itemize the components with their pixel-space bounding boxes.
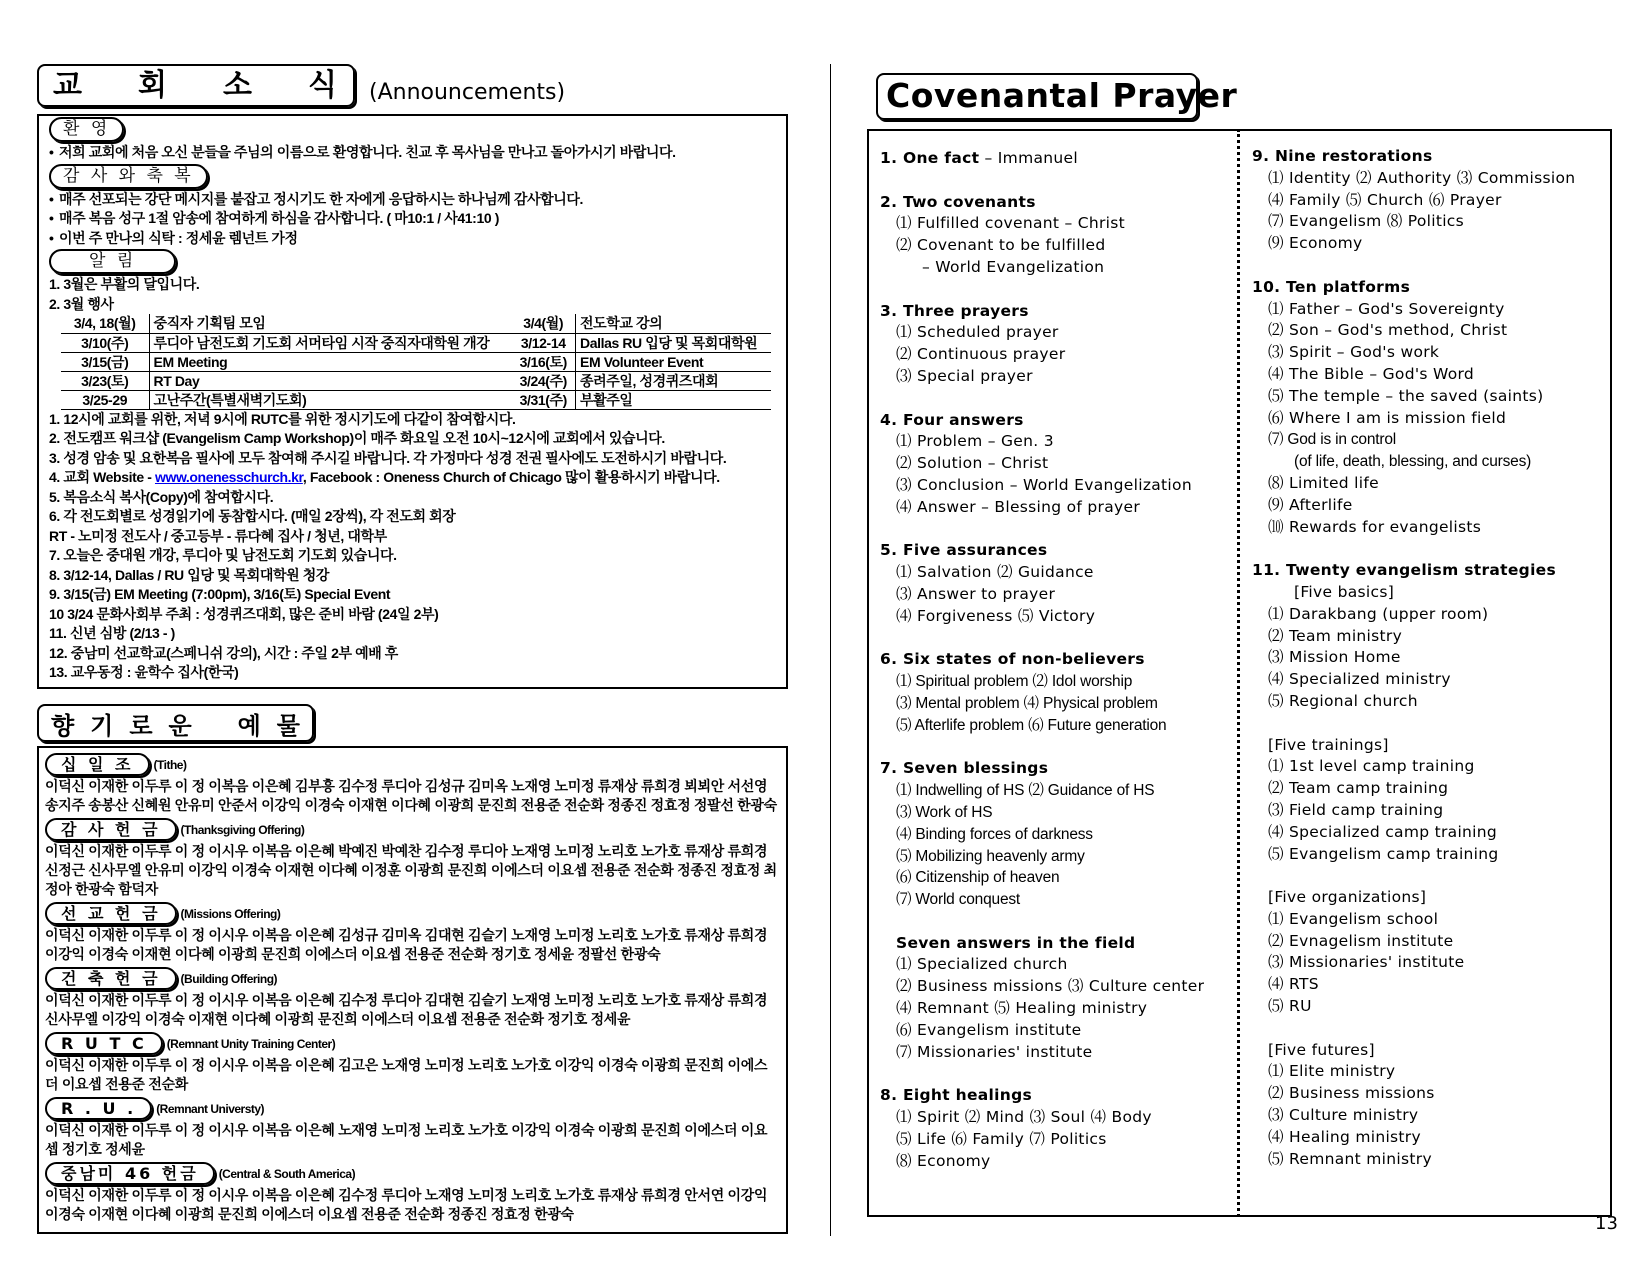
- prayer-item: ⑵ Team camp training: [1268, 779, 1449, 798]
- prayer-column-left: [880, 148, 1204, 1172]
- offering-subtitle: (Tithe): [153, 757, 187, 772]
- notice-item: 6. 각 전도회별로 성경읽기에 동참합시다. (매일 2장씩), 각 전도회 회장: [49, 508, 456, 524]
- spacer: [880, 737, 1204, 759]
- offering-label: 중남미 46 헌금: [45, 1162, 215, 1185]
- welcome-line: • 저희 교회에 처음 오신 분들을 주님의 이름으로 환영합니다. 친교 후 목사님을 만나고 돌아가시기 바랍니다.: [49, 144, 676, 160]
- notice-item: 9. 3/15(금) EM Meeting (7:00pm), 3/16(토) Special Event: [49, 586, 391, 602]
- prayer-item: ⑸ Life ⑹ Family ⑺ Politics: [896, 1129, 1107, 1148]
- event-name: 루디아 남전도회 기도회 서머타임 시작 중직자대학원 개강: [149, 333, 512, 352]
- offering-subtitle: (Central & South America): [218, 1166, 356, 1181]
- title-char: 소: [223, 68, 254, 103]
- event-row: [61, 314, 771, 333]
- offering-header: [45, 966, 786, 991]
- prayer-item: ⑵ Covenant to be fulfilled: [896, 236, 1106, 255]
- spacer: [880, 911, 1204, 933]
- offerings-title-char: 향: [51, 711, 75, 740]
- prayer-item: ⑴ Father – God's Sovereignty: [1268, 299, 1505, 318]
- prayer-item: ⑴ Fulfilled covenant – Christ: [896, 214, 1126, 233]
- offering-header: [45, 1031, 786, 1056]
- event-date: 3/31(주): [512, 390, 576, 409]
- prayer-heading: 7. Seven blessings: [880, 759, 1049, 778]
- prayer-item: (of life, death, blessing, and curses): [1294, 453, 1532, 471]
- website-link[interactable]: www.onenesschurch.kr: [154, 469, 303, 485]
- offering-header: [45, 1161, 786, 1186]
- notice-label: 알 림: [49, 249, 176, 274]
- column-separator: [1237, 129, 1240, 1217]
- notice-item: 8. 3/12-14, Dallas / RU 입당 및 목회대학원 청강: [49, 566, 329, 583]
- notice-item: 3. 성경 암송 및 요한복음 필사에 모두 참여해 주시길 바랍니다. 각 가정마다 성경 전권 필사에도 도전하시기 바랍니다.: [49, 449, 727, 466]
- offering-label: 십 일 조: [45, 753, 150, 776]
- event-date: 3/4, 18(월): [61, 314, 149, 333]
- title-char: 회: [138, 68, 169, 103]
- offering-subtitle: (Missions Offering): [180, 906, 281, 921]
- page-number: 13: [1595, 1213, 1618, 1234]
- prayer-item: ⑷ Healing ministry: [1268, 1127, 1421, 1146]
- prayer-item: ⑶ Spirit – God's work: [1268, 343, 1440, 362]
- offering-names: 이덕신 이재한 이두루 이 정 이시우 이복음 이은혜 김성규 김미옥 김대현 김슬기 노재영 노미정 노리호 노가호 류재상 류희경 이강익 이경숙 이재현 이다혜 이광희 문진희 이에스더 이요셉 전용준 전순화 정기호 정세윤 정팔선 한광숙: [45, 927, 768, 962]
- offerings-title-box: [37, 704, 314, 742]
- prayer-item: – World Evangelization: [922, 257, 1105, 276]
- offering-header: [45, 752, 786, 777]
- announcements-subtitle: (Announcements): [369, 80, 566, 105]
- thanks-line: • 매주 선포되는 강단 메시지를 붙잡고 정시기도 한 자에게 응답하시는 하나님께 감사합니다.: [49, 190, 583, 207]
- spacer: [1252, 255, 1575, 277]
- prayer-item: ⑷ Answer – Blessing of prayer: [896, 497, 1141, 516]
- prayer-item: ⑺ Missionaries' institute: [896, 1042, 1093, 1061]
- prayer-item: ⑷ Forgiveness ⑸ Victory: [896, 606, 1096, 625]
- event-row: [61, 352, 771, 371]
- event-name: EM Meeting: [149, 352, 512, 371]
- event-date: 3/23(토): [61, 371, 149, 390]
- notice-item: 7. 오늘은 중대원 개강, 루디아 및 남전도회 기도회 있습니다.: [49, 547, 397, 563]
- prayer-item: ⑶ Special prayer: [896, 366, 1033, 385]
- welcome-label: 환 영: [49, 117, 124, 142]
- offering-names: 이덕신 이재한 이두루 이 정 이시우 이복음 이은혜 박예진 박예찬 김수정 루디아 노재영 노미정 노리호 노가호 류재상 류희경 신정근 신사무엘 안유미 이강익 이경숙 이재현 이다혜 이정훈 이광희 문진희 이에스더 이요셉 전용준 전순화 정종진 정효정 최정아 한광숙 함덕자: [45, 843, 777, 897]
- notice-item: 2. 전도캠프 워크샵 (Evangelism Camp Workshop)이 매주 화요일 오전 10시~12시에 교회에서 있습니다.: [49, 430, 665, 446]
- offerings-title-char: 운: [168, 711, 192, 740]
- prayer-item: ⑴ Scheduled prayer: [896, 323, 1059, 342]
- prayer-item: [Five trainings]: [1268, 735, 1389, 754]
- notice-item: 11. 신년 심방 (2/13 - ): [49, 625, 175, 641]
- offering-label: 감 사 헌 금: [45, 818, 177, 841]
- event-name: 중직자 기획팀 모임: [149, 314, 512, 333]
- spacer: [880, 388, 1204, 410]
- offerings-title-char: 로: [129, 711, 153, 740]
- event-name: 전도학교 강의: [576, 314, 772, 333]
- prayer-item: ⑴ Darakbang (upper room): [1268, 604, 1489, 623]
- prayer-item: ⑵ Continuous prayer: [896, 345, 1066, 364]
- title-char: 교: [53, 68, 84, 103]
- page-divider: [830, 64, 831, 1236]
- prayer-item: [Five basics]: [1294, 582, 1395, 601]
- offering-names: 이덕신 이재한 이두루 이 정 이시우 이복음 이은혜 노재영 노미정 노리호 노가호 이강익 이경숙 이광희 문진희 이에스더 이요셉 정기호 정세윤: [45, 1122, 768, 1157]
- event-row: [61, 371, 771, 390]
- prayer-heading: 2. Two covenants: [880, 192, 1036, 211]
- offering-header: [45, 901, 786, 926]
- prayer-item: ⑵ Solution – Christ: [896, 454, 1049, 473]
- notice-item: 5. 복음소식 복사(Copy)에 참여합시다.: [49, 488, 274, 505]
- prayer-item: ⑴ Spiritual problem ⑵ Idol worship: [896, 673, 1133, 691]
- prayer-item: ⑸ Mobilizing heavenly army: [896, 847, 1085, 865]
- event-name: Dallas RU 입당 및 목회대학원: [576, 333, 772, 352]
- prayer-item: ⑵ Evnagelism institute: [1268, 931, 1454, 950]
- prayer-item: ⑷ Specialized camp training: [1268, 822, 1498, 841]
- prayer-item: ⑴ Identity ⑵ Authority ⑶ Commission: [1268, 168, 1576, 187]
- prayer-item: ⑽ Rewards for evangelists: [1268, 517, 1482, 536]
- offering-label: R U T C: [45, 1032, 163, 1055]
- prayer-heading: 9. Nine restorations: [1252, 147, 1433, 165]
- prayer-item: ⑵ Business missions: [1268, 1084, 1435, 1103]
- prayer-item: ⑸ Remnant ministry: [1268, 1149, 1432, 1168]
- offerings-title-char: 기: [90, 711, 114, 740]
- prayer-heading: 10. Ten platforms: [1252, 277, 1411, 296]
- prayer-heading: 8. Eight healings: [880, 1086, 1032, 1105]
- spacer: [1252, 538, 1575, 560]
- prayer-item: ⑵ Business missions ⑶ Culture center: [896, 977, 1205, 996]
- prayer-item: ⑷ Remnant ⑸ Healing ministry: [896, 999, 1148, 1018]
- thanks-line: • 이번 주 만나의 식탁 : 정세윤 렘넌트 가정: [49, 229, 298, 246]
- events-table: [61, 314, 771, 410]
- prayer-item: ⑸ Afterlife problem ⑹ Future generation: [896, 716, 1167, 734]
- prayer-item: ⑶ Mental problem ⑷ Physical problem: [896, 694, 1158, 712]
- prayer-item: ⑵ Son – God's method, Christ: [1268, 321, 1508, 340]
- prayer-item: ⑶ Conclusion – World Evangelization: [896, 475, 1192, 494]
- prayer-item: ⑻ Economy: [896, 1151, 991, 1170]
- offering-header: [45, 817, 786, 842]
- prayer-item: ⑷ The Bible – God's Word: [1268, 364, 1475, 383]
- notice-item: 13. 교우동정 : 윤학수 집사(한국): [49, 664, 239, 680]
- spacer: [880, 279, 1204, 301]
- prayer-item: ⑵ Team ministry: [1268, 626, 1403, 645]
- offering-names: 이덕신 이재한 이두루 이 정 이시우 이복음 이은혜 김수정 루디아 김대현 김슬기 노재영 노미정 노리호 노가호 류재상 류희경 신사무엘 이강익 이경숙 이재현 이다혜 이광희 문진희 이에스더 이요셉 전용준 전순화 정기호 정세윤: [45, 992, 768, 1027]
- prayer-item: ⑼ Afterlife: [1268, 495, 1353, 514]
- notice-intro: 1. 3월은 부활의 달입니다.: [49, 276, 200, 292]
- event-name: EM Volunteer Event: [576, 352, 772, 371]
- prayer-item: ⑶ Answer to prayer: [896, 584, 1056, 603]
- prayer-item: ⑻ Limited life: [1268, 473, 1379, 492]
- prayer-item: ⑷ Specialized ministry: [1268, 670, 1451, 689]
- notice-item: RT - 노미정 전도사 / 중고등부 - 류다혜 집사 / 청년, 대학부: [49, 527, 387, 544]
- event-date: 3/12-14: [512, 333, 576, 352]
- prayer-item: [Five organizations]: [1268, 888, 1427, 907]
- prayer-heading: 1. One fact – Immanuel: [880, 149, 1078, 167]
- event-name: 부활주일: [576, 390, 772, 409]
- announcements-panel: [37, 114, 788, 689]
- prayer-item: ⑺ Evangelism ⑻ Politics: [1268, 212, 1465, 231]
- event-date: 3/4(월): [512, 314, 576, 333]
- prayer-item: ⑶ Mission Home: [1268, 648, 1401, 667]
- notice-item: 10 3/24 문화사회부 주최 : 성경퀴즈대회, 많은 준비 바람 (24일 2부): [49, 605, 439, 622]
- prayer-heading: 6. Six states of non-believers: [880, 650, 1145, 669]
- offering-subtitle: (Thanksgiving Offering): [180, 822, 305, 837]
- prayer-item: ⑹ Citizenship of heaven: [896, 869, 1060, 887]
- spacer: [880, 170, 1204, 192]
- spacer: [1252, 865, 1575, 887]
- prayer-item: ⑷ RTS: [1268, 975, 1319, 994]
- prayer-item: ⑷ Binding forces of darkness: [896, 825, 1093, 843]
- prayer-item: ⑴ Indwelling of HS ⑵ Guidance of HS: [896, 782, 1155, 800]
- prayer-item: ⑺ World conquest: [896, 891, 1021, 909]
- prayer-column-right: [1252, 146, 1575, 1170]
- prayer-item: ⑸ The temple – the saved (saints): [1268, 386, 1544, 405]
- offering-header: [45, 1096, 786, 1121]
- offerings-panel: [37, 746, 788, 1234]
- title-char: 식: [308, 68, 339, 103]
- offering-names: 이덕신 이재한 이두루 이 정 이복음 이은혜 김부흥 김수정 루디아 김성규 김미옥 노재영 노미정 류재상 류희경 뵈뵈안 서선영 송지주 송봉산 신혜원 안유미 안준서 이강익 이경숙 이재현 이다혜 이광희 문진희 전용준 전순화 정종진 정효정 정팔선 한광숙: [45, 778, 777, 813]
- event-name: 고난주간(특별새벽기도회): [149, 390, 512, 409]
- offering-names: 이덕신 이재한 이두루 이 정 이시우 이복음 이은혜 김수정 루디아 노재영 노미정 노리호 노가호 류재상 류희경 안서연 이강익 이경숙 이재현 이다혜 이광희 문진희 이에스더 이요셉 전용준 전순화 정종진 정효정 한광숙: [45, 1187, 768, 1222]
- notice-item: 1. 12시에 교회를 위한, 저녁 9시에 RUTC를 위한 정시기도에 다같이 참여합시다.: [49, 410, 516, 427]
- offering-label: 선 교 헌 금: [45, 902, 177, 925]
- prayer-heading: Seven answers in the field: [896, 933, 1136, 952]
- prayer-heading: 5. Five assurances: [880, 541, 1048, 560]
- offering-subtitle: (Remnant Unity Training Center): [166, 1036, 336, 1051]
- prayer-item: ⑺ God is in control: [1268, 431, 1397, 449]
- prayer-heading: 3. Three prayers: [880, 301, 1029, 320]
- spacer: [880, 519, 1204, 541]
- prayer-item: ⑼ Economy: [1268, 234, 1363, 253]
- offering-subtitle: (Remnant Universty): [156, 1101, 265, 1116]
- prayer-item: [Five futures]: [1268, 1040, 1375, 1059]
- prayer-item: ⑷ Family ⑸ Church ⑹ Prayer: [1268, 190, 1502, 209]
- spacer: [880, 1063, 1204, 1085]
- prayer-heading: 11. Twenty evangelism strategies: [1252, 561, 1557, 580]
- notice-item: 12. 중남미 선교학교(스페니쉬 강의), 시간 : 주일 2부 예배 후: [49, 644, 398, 661]
- offering-names: 이덕신 이재한 이두루 이 정 이시우 이복음 이은혜 김고은 노재영 노미정 노리호 노가호 이강익 이경숙 이광희 문진희 이에스더 이요셉 전용준 전순화: [45, 1057, 768, 1092]
- prayer-item: ⑴ Evangelism school: [1268, 909, 1439, 928]
- prayer-item: ⑶ Work of HS: [896, 803, 993, 821]
- notice-intro: 2. 3월 행사: [49, 295, 114, 312]
- event-date: 3/24(주): [512, 371, 576, 390]
- prayer-item: ⑹ Evangelism institute: [896, 1020, 1082, 1039]
- prayer-item: ⑶ Missionaries' institute: [1268, 953, 1465, 972]
- prayer-item: ⑴ Salvation ⑵ Guidance: [896, 563, 1094, 582]
- prayer-item: ⑹ Where I am is mission field: [1268, 408, 1507, 427]
- prayer-item: ⑴ Problem – Gen. 3: [896, 432, 1054, 451]
- thanks-line: • 매주 복음 성구 1절 암송에 참여하게 하심을 감사합니다. ( 마10:1 / 사41:10 ): [49, 210, 499, 226]
- thanks-label: 감 사 와 축 복: [49, 164, 208, 189]
- offering-subtitle: (Building Offering): [180, 971, 278, 986]
- prayer-item: ⑴ Spirit ⑵ Mind ⑶ Soul ⑷ Body: [896, 1108, 1152, 1127]
- event-date: 3/10(주): [61, 333, 149, 352]
- prayer-item: ⑸ Regional church: [1268, 691, 1418, 710]
- prayer-item: ⑶ Field camp training: [1268, 800, 1444, 819]
- offering-label: 건 축 헌 금: [45, 967, 177, 990]
- event-date: 3/25-29: [61, 390, 149, 409]
- prayer-item: ⑴ Specialized church: [896, 955, 1068, 974]
- spacer: [880, 628, 1204, 650]
- website-item: 4. 교회 Website - www.onenesschurch.kr, Facebook : Oneness Church of Chicago 많이 활용하시기 바랍니다.: [49, 469, 720, 485]
- event-name: RT Day: [149, 371, 512, 390]
- offerings-title-char: 물: [276, 711, 300, 740]
- event-date: 3/16(토): [512, 352, 576, 371]
- spacer: [1252, 1018, 1575, 1040]
- prayer-item: ⑶ Culture ministry: [1268, 1106, 1419, 1125]
- prayer-item: ⑸ RU: [1268, 997, 1312, 1016]
- offerings-title-char: 예: [237, 711, 261, 740]
- prayer-item: ⑴ Elite ministry: [1268, 1062, 1396, 1081]
- prayer-heading: 4. Four answers: [880, 410, 1024, 429]
- event-row: [61, 390, 771, 409]
- prayer-item: ⑴ 1st level camp training: [1268, 757, 1475, 776]
- event-row: [61, 333, 771, 352]
- prayer-item: ⑸ Evangelism camp training: [1268, 844, 1499, 863]
- announcements-title-box: [37, 64, 355, 107]
- spacer: [1252, 713, 1575, 735]
- event-name: 종려주일, 성경퀴즈대회: [576, 371, 772, 390]
- offering-label: R . U .: [45, 1097, 152, 1120]
- covenantal-prayer-title: Covenantal Prayer: [876, 73, 1198, 120]
- event-date: 3/15(금): [61, 352, 149, 371]
